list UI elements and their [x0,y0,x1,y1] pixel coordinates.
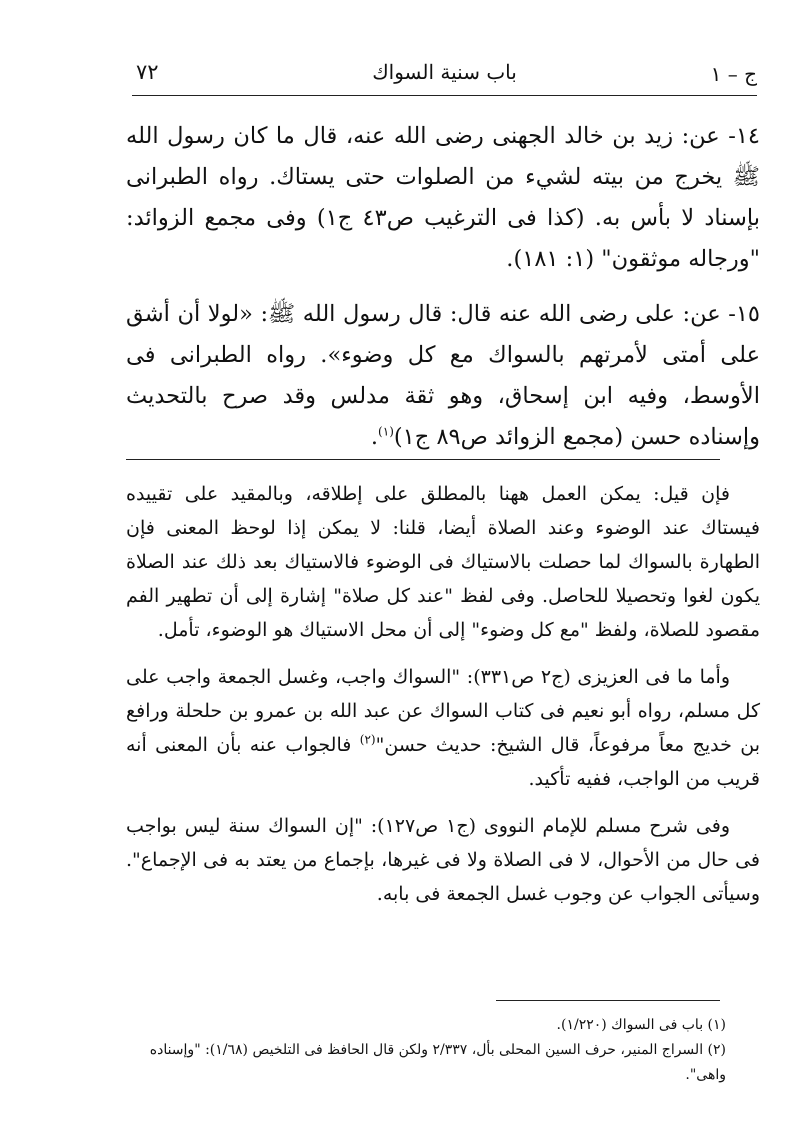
page-number: ٧٢ [136,60,159,84]
footnotes [126,1013,726,1088]
footnote-ref-1[interactable]: (١) [378,424,394,439]
commentary-paragraph-2 [126,660,760,796]
commentary-3-text: وفى شرح مسلم للإمام النووى (ج١ ص١٢٧): "إن السواك سنة ليس بواجب فى حال من الأحوال، لا فى الصلاة ولا فى غيرها، بإجماع من يعتد به فى الإجماع". وسيأتى الجواب عن وجوب غسل الجمعة فى بابه. [126,815,760,905]
hadith-15 [126,294,760,458]
hadith-section [126,116,760,472]
footnote-1: (١) باب فى السواك (١/٢٢٠). [556,1017,726,1033]
commentary-2-tail: فالجواب عنه بأن المعنى أنه قريب من الواجب، ففيه تأكيد. [126,734,760,790]
commentary-paragraph-3 [126,809,760,911]
header-divider [132,95,757,96]
commentary-paragraph-1 [126,477,760,647]
footnote-divider [496,1000,720,1001]
section-divider [126,459,720,460]
footnote-ref-2[interactable]: (٢) [359,732,376,747]
volume-label: ج – ١ [710,62,757,86]
chapter-title: باب سنية السواك [372,60,517,84]
commentary-section [126,477,760,924]
commentary-1-text: فإن قيل: يمكن العمل ههنا بالمطلق على إطلاقه، وبالمقيد على تقييده فيستاك عند الوضوء وعند الصلاة أيضا، قلنا: لا يمكن إذا لوحظ المعنى فإن الطهارة بالسواك لما حصلت بالاستياك فى الوضوء فالاستياك بعد ذلك عند الصلاة يكون لغوا وتحصيلا للحاصل. وفى لفظ "عند كل صلاة" إشارة إلى أن تطهير الفم مقصود للصلاة، ولفظ "مع كل وضوء" إلى أن محل الاستياك هو الوضوء، تأمل. [126,483,760,641]
hadith-15-text: ١٥- عن: على رضى الله عنه قال: قال رسول الله ﷺ: «لولا أن أشق على أمتى لأمرتهم بالسواك مع كل وضوء». رواه الطبرانى فى الأوسط، وفيه ابن إسحاق، وهو ثقة مدلس وقد صرح بالتحديث وإسناده حسن (مجمع الزوائد ص٨٩ ج١) [126,301,760,450]
hadith-14 [126,116,760,280]
footnote-2: (٢) السراج المنير، حرف السين المحلى بأل، ٢/٣٣٧ ولكن قال الحافظ فى التلخيص (١/٦٨): "وإسناده واهى". [149,1042,726,1083]
commentary-2-text: وأما ما فى العزيزى (ج٢ ص٣٣١): "السواك واجب، وغسل الجمعة واجب على كل مسلم، رواه أبو نعيم فى كتاب السواك عن عبد الله بن عمرو بن حلحلة ورافع بن خديج معاً مرفوعاً، قال الشيخ: حديث حسن" [126,666,761,756]
hadith-14-text: ١٤- عن: زيد بن خالد الجهنى رضى الله عنه، قال ما كان رسول الله ﷺ يخرج من بيته لشيء من الصلوات حتى يستاك. رواه الطبرانى بإسناد لا بأس به. (كذا فى الترغيب ص٤٣ ج١) وفى مجمع الزوائد: "ورجاله موثقون" (١: ١٨١). [126,123,760,272]
hadith-15-tail: . [370,424,379,450]
running-header [132,58,757,94]
